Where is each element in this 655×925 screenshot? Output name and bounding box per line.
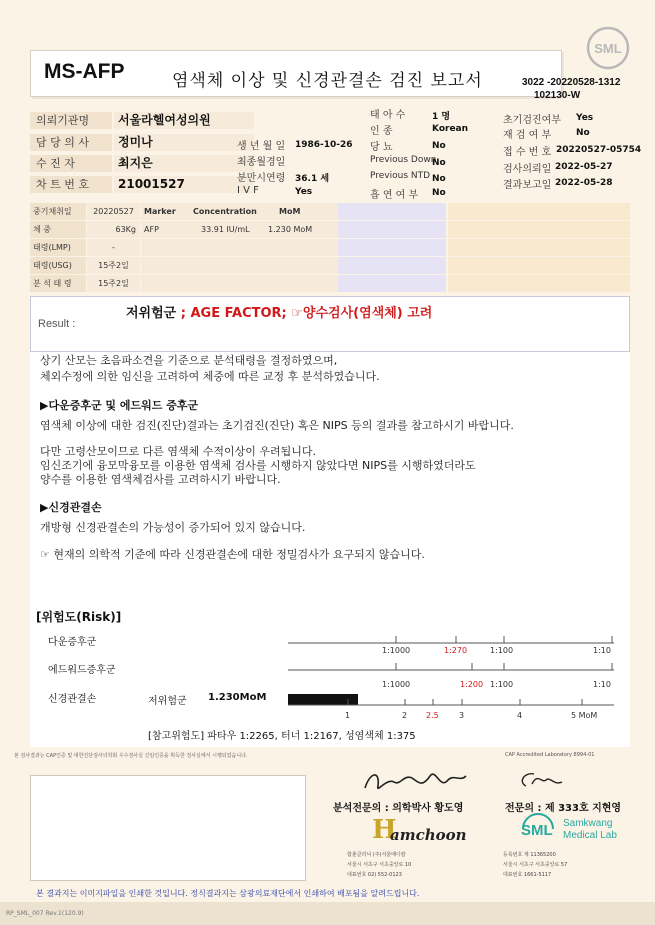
signature-right-icon <box>516 768 566 794</box>
body-paragraph: 상기 산모는 초음파소견을 기준으로 분석태령을 결정하였으며, <box>40 354 338 367</box>
down-risk-label: 다운증후군 <box>48 637 97 648</box>
body-paragraph: 임신조기에 융모막융모를 이용한 염색체 검사를 시행하지 않았다면 NIPS를 시행하였더라도 <box>40 459 476 472</box>
ntd-risk-level: 저위험군 <box>148 696 187 707</box>
empty-cell <box>338 203 446 220</box>
reference-risk: [참고위험도] 파타우 1:2265, 터너 1:2167, 성염색체 1:375 <box>148 731 416 742</box>
right-address: 등록번호 제 11365200 <box>503 852 556 858</box>
right-address: 대표번호 1661-5117 <box>503 872 552 878</box>
ntd-tick: 2 <box>402 711 408 720</box>
result-detail: ; AGE FACTOR; ☞양수검사(염색체) 고려 <box>176 306 433 321</box>
bottom-bar <box>0 902 655 925</box>
retest-value: No <box>576 128 590 138</box>
empty-cell <box>338 257 446 274</box>
row-value: 15주2일 <box>87 275 140 292</box>
request-date-label: 검사의뢰일 <box>503 164 552 175</box>
ntd-risk-label: 신경관결손 <box>48 694 97 705</box>
first-check-value: Yes <box>576 113 594 123</box>
age-label: 분만시연령 <box>237 173 286 184</box>
empty-cell <box>448 203 630 220</box>
sml-brand-name-1: Samkwang <box>563 818 613 829</box>
ntd-tick: 3 <box>459 711 465 720</box>
row-value: 63Kg <box>87 221 140 238</box>
result-label: Result : <box>38 318 76 330</box>
conc-value: 33.91 IU/mL <box>201 225 250 234</box>
row-label: 중기채취일 <box>30 203 86 220</box>
ntd-risk-scale <box>288 694 614 708</box>
left-address: 함춘클리닉 (주)서울메디칼 <box>347 852 406 858</box>
empty-cell <box>448 221 630 238</box>
row-value: - <box>87 239 140 256</box>
edwards-tick: 1:10 <box>593 680 611 689</box>
ivf-label: I V F <box>237 185 259 196</box>
birth-label: 생 년 월 일 <box>237 141 286 152</box>
mom-header: MoM <box>279 207 301 216</box>
body-paragraph: 다만 고령산모이므로 다른 염색체 수적이상이 우려됩니다. <box>40 445 317 458</box>
edwards-tick: 1:1000 <box>382 680 411 689</box>
left-address: 대표번호 02) 552-0123 <box>347 872 402 878</box>
sml-brand-text: SML <box>521 822 553 839</box>
field-label: 수 진 자 <box>30 155 112 172</box>
ntd-tick: 5 MoM <box>571 711 598 720</box>
empty-cell <box>141 275 341 292</box>
diabetes-label: 당 뇨 <box>370 142 393 153</box>
risk-title: [위험도(Risk)] <box>36 610 122 624</box>
empty-cell <box>141 239 341 256</box>
ntd-tick-cutoff: 2.5 <box>426 711 439 720</box>
request-date-value: 2022-05-27 <box>555 162 613 172</box>
doc-code: MS-AFP <box>44 60 125 83</box>
note-box <box>30 775 306 881</box>
edwards-tick: 1:100 <box>490 680 514 689</box>
svg-text:SML: SML <box>594 41 622 56</box>
form-number: RP_SML_007 Rev.1(120.9) <box>6 910 84 917</box>
edwards-risk-scale <box>288 663 614 675</box>
empty-cell <box>448 275 630 292</box>
empty-cell <box>338 221 446 238</box>
result-date-label: 결과보고일 <box>503 180 552 191</box>
result-risk: 저위험군 <box>126 306 177 321</box>
result-text <box>126 302 432 321</box>
section-heading-ntd: ▶신경관결손 <box>40 501 102 514</box>
prev-ntd-label: Previous NTD <box>370 171 431 181</box>
retest-label: 재 검 여 부 <box>503 130 552 141</box>
row-label: 태령(USG) <box>30 257 86 274</box>
birth-value: 1986-10-26 <box>295 140 353 150</box>
doc-title: 염색체 이상 및 신경관결손 검진 보고서 <box>172 71 483 91</box>
body-paragraph: 양수를 이용한 염색체검사를 고려하시기 바랍니다. <box>40 473 281 486</box>
empty-cell <box>338 239 446 256</box>
diabetes-value: No <box>432 141 446 151</box>
down-tick-patient: 1:270 <box>444 646 468 655</box>
down-tick: 1:1000 <box>382 646 411 655</box>
body-paragraph: 개방형 신경관결손의 가능성이 증가되어 있지 않습니다. <box>40 521 306 534</box>
field-label: 차 트 번 호 <box>30 176 112 193</box>
signer-right: 전문의 : 제 333호 지현영 <box>505 803 622 814</box>
prev-ntd-value: No <box>432 174 446 184</box>
prev-down-value: No <box>432 158 446 168</box>
row-label: 분 석 태 령 <box>30 275 86 292</box>
empty-cell <box>338 275 446 292</box>
down-tick: 1:10 <box>593 646 611 655</box>
section-heading-down: ▶다운증후군 및 에드워드 증후군 <box>40 399 199 412</box>
first-check-label: 초기검진여부 <box>503 115 561 126</box>
empty-cell <box>448 257 630 274</box>
body-paragraph: 염색체 이상에 대한 검진(진단)결과는 초기검진(진단) 혹은 NIPS 등의 결과를 참고하시기 바랍니다. <box>40 419 514 432</box>
marker-value-cell <box>141 221 341 238</box>
fetus-value: 1 명 <box>432 112 451 122</box>
report-id: 3022 -20220528-1312 <box>522 77 621 88</box>
empty-cell <box>141 257 341 274</box>
left-address: 서울시 서초구 서초중앙로 10 <box>347 862 412 868</box>
prev-down-label: Previous Down <box>370 155 437 165</box>
down-tick: 1:100 <box>490 646 514 655</box>
age-value: 36.1 세 <box>295 174 330 184</box>
ivf-value: Yes <box>295 187 313 197</box>
edwards-tick-patient: 1:200 <box>460 680 484 689</box>
marker-header-cell <box>141 203 341 220</box>
report-id-suffix: 102130-W <box>534 90 581 101</box>
sml-brand-name-2: Medical Lab <box>563 830 617 841</box>
hamchoon-logo: amchoon <box>390 826 467 844</box>
row-value: 20220527 <box>87 203 140 220</box>
signer-left: 분석전문의 : 의학박사 황도영 <box>333 803 464 814</box>
row-value: 15주2일 <box>87 257 140 274</box>
field-label: 담 당 의 사 <box>30 134 112 151</box>
reception-value: 20220527-05754 <box>556 145 642 155</box>
race-label: 인 종 <box>370 126 393 137</box>
race-value: Korean <box>432 124 469 134</box>
signature-left-icon <box>360 764 470 798</box>
marker-header: Marker <box>144 207 176 216</box>
ntd-tick: 1 <box>345 711 351 720</box>
body-paragraph: ☞ 현재의 의학적 기준에 따라 신경관결손에 대한 정밀검사가 요구되지 않습니다. <box>40 548 425 561</box>
lmp-label: 최종월경일 <box>237 157 286 168</box>
result-date-value: 2022-05-28 <box>555 178 613 188</box>
hamchoon-logo-initial: H <box>372 815 397 845</box>
right-address: 서울시 서초구 서초중앙로 57 <box>503 862 568 868</box>
field-label: 의뢰기관명 <box>30 112 112 129</box>
edwards-risk-label: 에드워드증후군 <box>48 665 116 676</box>
fetus-label: 태 아 수 <box>370 110 406 121</box>
smoke-label: 흡 연 여 부 <box>370 190 419 201</box>
ntd-tick: 4 <box>517 711 523 720</box>
row-label: 체 중 <box>30 221 86 238</box>
certification-note: 본 검사결과는 CAP인증 및 대한진단검사의학회 우수검사실 신임인증을 획득한 검사실에서 시행되었습니다. <box>14 753 248 759</box>
field-value: 서울라헬여성의원 <box>114 112 254 129</box>
cap-note: CAP Accredited Laboratory 8994-01 <box>505 752 595 758</box>
smoke-value: No <box>432 188 446 198</box>
body-paragraph: 체외수정에 의한 임신을 고려하여 체중에 따른 교정 후 분석하였습니다. <box>40 370 380 383</box>
mom-value: 1.230 MoM <box>268 225 313 234</box>
marker-value: AFP <box>144 225 159 234</box>
row-label: 태령(LMP) <box>30 239 86 256</box>
field-value: 정미나 <box>114 134 254 151</box>
sml-logo-icon <box>586 26 630 70</box>
reception-label: 접 수 번 호 <box>503 147 552 158</box>
ntd-mom-value: 1.230MoM <box>208 692 267 703</box>
empty-cell <box>448 239 630 256</box>
disclaimer: 본 결과지는 이미지파일을 인쇄한 것입니다. 정식결과지는 삼광의료재단에서 인쇄하여 배포됨을 알려드립니다. <box>36 889 420 898</box>
conc-header: Concentration <box>193 207 257 216</box>
field-value: 21001527 <box>114 176 254 193</box>
field-value: 최지은 <box>114 155 254 172</box>
